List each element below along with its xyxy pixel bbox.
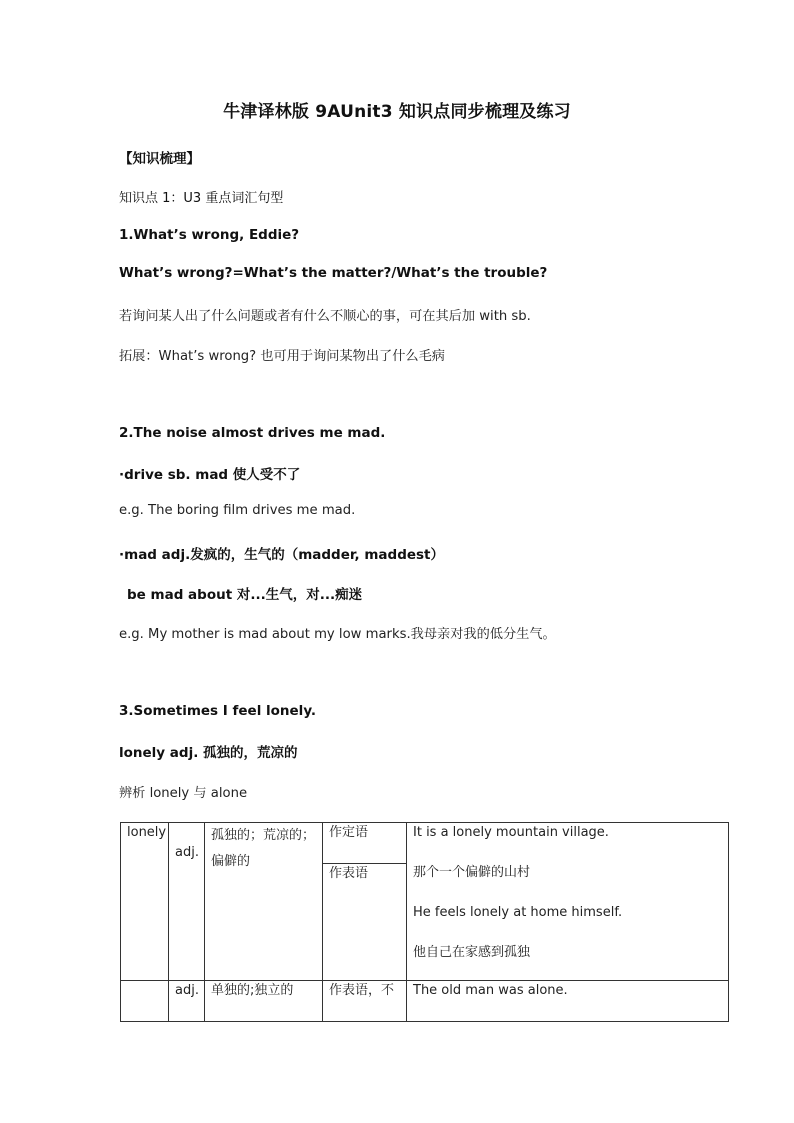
knowledge-point-heading: 知识点 1：U3 重点词汇句型 [119,191,284,206]
table-example-line: It is a lonely mountain village. [413,825,609,840]
table-example-line: He feels lonely at home himself. [413,905,623,920]
item2-heading: 2.The noise almost drives me mad. [119,425,386,441]
table-example-line: 那个一个偏僻的山村 [413,865,531,880]
table-cell-usage: 作表语，不 [323,981,407,1022]
table-example-line: 他自己在家感到孤独 [413,945,531,960]
table-cell-pos: adj. [169,823,205,981]
table-cell-examples [407,823,729,981]
table-cell-word: lonely [121,823,169,981]
table-row [121,823,729,864]
item1-note: 若询问某人出了什么问题或者有什么不顺心的事，可在其后加 with sb. [119,309,531,324]
item2-phrase-mad-about: be mad about 对...生气，对...痴迷 [127,587,363,603]
item3-heading: 3.Sometimes I feel lonely. [119,703,317,719]
item2-phrase-mad: ·mad adj.发疯的，生气的（madder, maddest） [119,547,445,563]
table-cell-usage-attributive: 作定语 [323,823,407,864]
table-cell-usage-predicative: 作表语 [323,864,407,981]
item2-phrase-drive: ·drive sb. mad 使人受不了 [119,467,301,483]
item1-extension: 拓展：What’s wrong? 也可用于询问某物出了什么毛病 [119,349,445,364]
table-cell-word [121,981,169,1022]
document-title: 牛津译林版 9AUnit3 知识点同步梳理及练习 [223,102,571,122]
table-cell-meaning: 孤独的；荒凉的；偏僻的 [205,823,323,981]
table-row [121,981,729,1022]
item2-example1: e.g. The boring film drives me mad. [119,503,356,518]
item1-heading: 1.What’s wrong, Eddie? [119,227,300,243]
item3-compare-label: 辨析 lonely 与 alone [119,786,248,801]
item3-phrase-lonely: lonely adj. 孤独的，荒凉的 [119,745,298,761]
table-cell-meaning: 单独的;独立的 [205,981,323,1022]
item2-example2: e.g. My mother is mad about my low marks.我母亲对我的低分生气。 [119,627,556,642]
table-cell-pos: adj. [169,981,205,1022]
section-header: 【知识梳理】 [119,151,200,167]
item1-synonyms: What’s wrong?=What’s the matter?/What’s the trouble? [119,265,548,281]
table-cell-example: The old man was alone. [407,981,729,1022]
lonely-alone-table [120,822,729,1022]
